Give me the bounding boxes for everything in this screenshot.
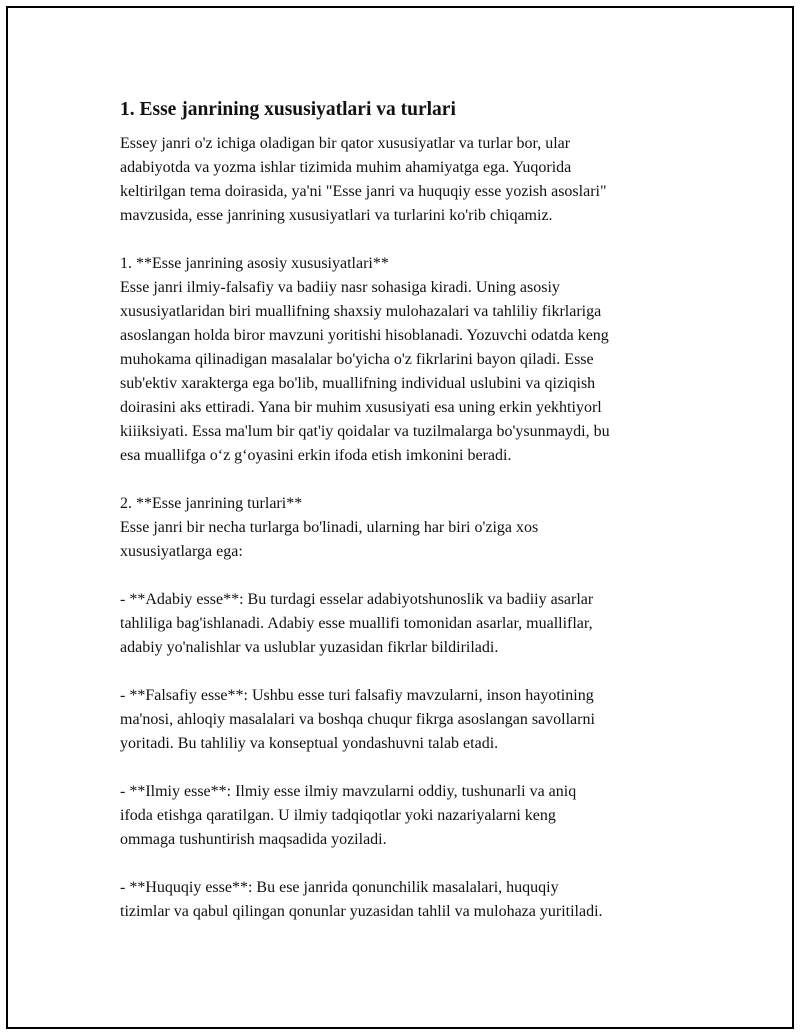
scientific-essay-item: - **Ilmiy esse**: Ilmiy esse ilmiy mavzularni oddiy, tushunarli va aniq ifoda etishga qaratilgan. U ilmiy tadqiqotlar yoki nazariyalarni keng ommaga tushuntirish maqsadida yoziladi. (120, 783, 577, 848)
legal-essay-item: - **Huquqiy esse**: Bu ese janrida qonunchilik masalalari, huquqiy tizimlar va qabul qilingan qonunlar yuzasidan tahlil va mulohaza yuritiladi. (120, 879, 603, 920)
types-intro-paragraph: 2. **Esse janrining turlari** Esse janri bir necha turlarga bo'linadi, ularning har biri o'ziga xos xususiyatlarga ega: (120, 495, 539, 560)
literary-essay-item: - **Adabiy esse**: Bu turdagi esselar adabiyotshunoslik va badiiy asarlar tahliliga bag'ishlanadi. Adabiy esse muallifi tomonidan asarlar, mualliflar, adabiy yo'nalishlar va uslublar yuzasidan fikrlar bildiriladi. (120, 591, 594, 656)
paragraph-gap (120, 756, 700, 780)
intro-paragraph: Essey janri o'z ichiga oladigan bir qator xususiyatlar va turlar bor, ular adabiyotda va yozma ishlar tizimida muhim ahamiyatga ega. Yuqorida keltirilgan tema doirasida, ya'ni "Esse janri va huquqiy esse yozish asoslari" mavzusida, esse janrining xususiyatlari va turlarini ko'rib chiqamiz. (120, 135, 607, 224)
paragraph-gap (120, 564, 700, 588)
document-body (120, 98, 700, 924)
page-border (6, 6, 794, 1029)
paragraph-gap (120, 468, 700, 492)
paragraph-gap (120, 852, 700, 876)
paragraph-gap (120, 228, 700, 252)
section-heading: 1. Esse janrining xususiyatlari va turlari (120, 99, 456, 120)
features-paragraph: 1. **Esse janrining asosiy xususiyatlari** Esse janri ilmiy-falsafiy va badiiy nasr sohasiga kiradi. Uning asosiy xususiyatlaridan biri muallifning shaxsiy mulohazalari va tahliliy fikrlariga asoslangan holda biror mavzuni yoritishi hisoblanadi. Yozuvchi odatda keng muhokama qilinadigan masalalar bo'yicha o'z fikrlarini bayon qiladi. Esse sub'ektiv xarakterga ega bo'lib, muallifning individual uslubini va qiziqish doirasini aks ettiradi. Yana bir muhim xususiyati esa uning erkin yekhtiyorl kiiiksiyati. Essa ma'lum bir qat'iy qoidalar va tuzilmalarga bo'ysunmaydi, bu esa muallifga o‘z g‘oyasini erkin ifoda etish imkonini beradi. (120, 255, 610, 464)
philosophical-essay-item: - **Falsafiy esse**: Ushbu esse turi falsafiy mavzularni, inson hayotining ma'nosi, ahloqiy masalalari va boshqa chuqur fikrga asoslangan savollarni yoritadi. Bu tahliliy va konseptual yondashuvni talab etadi. (120, 687, 595, 752)
paragraph-gap (120, 660, 700, 684)
